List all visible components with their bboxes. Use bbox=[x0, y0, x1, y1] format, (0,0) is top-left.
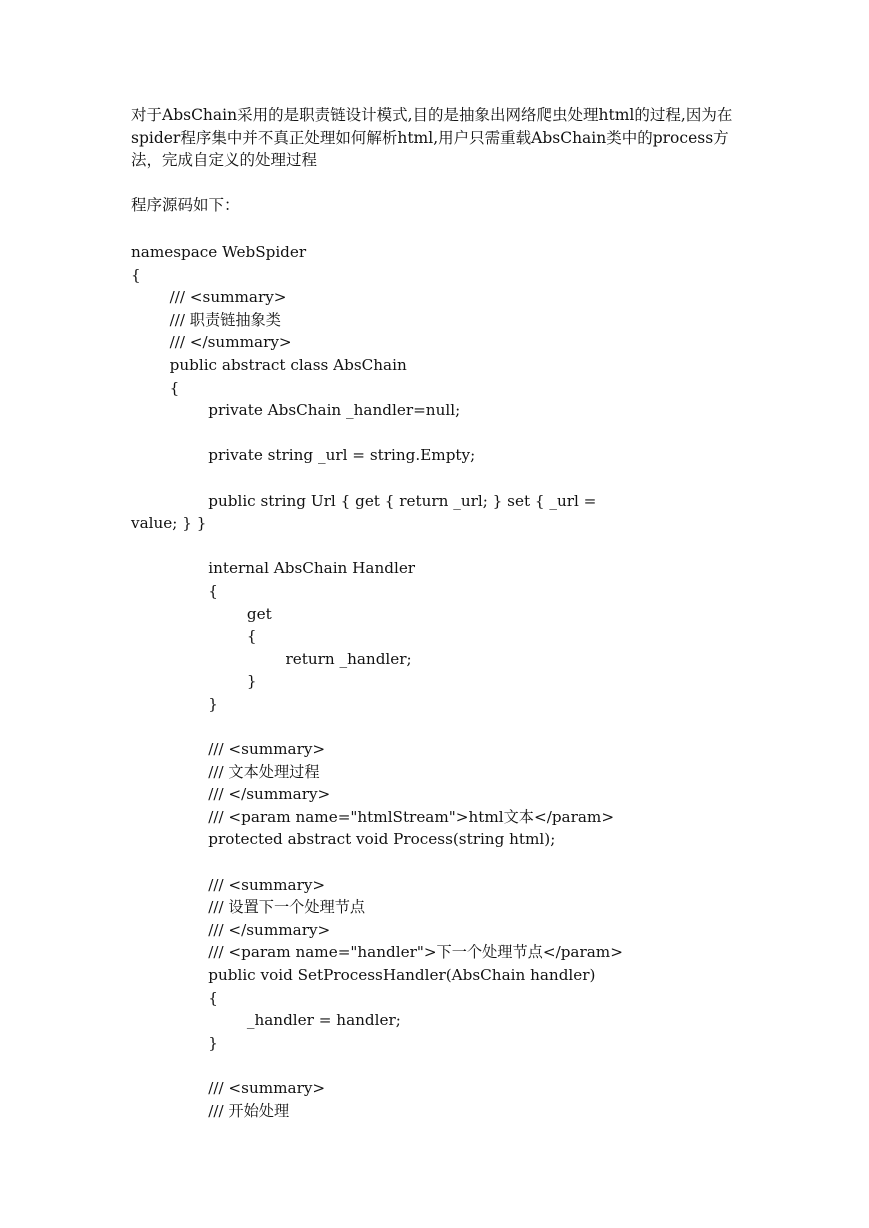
code-line: } bbox=[131, 672, 257, 691]
source-heading: 程序源码如下： bbox=[131, 195, 240, 214]
code-line: get bbox=[131, 604, 272, 623]
code-line: private string _url = string.Empty; bbox=[131, 446, 476, 465]
code-line: /// <summary> bbox=[131, 875, 326, 894]
code-line: /// <summary> bbox=[131, 288, 287, 307]
code-line: value; } } bbox=[131, 514, 207, 533]
code-line: /// <summary> bbox=[131, 740, 326, 759]
code-line bbox=[131, 422, 741, 445]
code-line: /// </summary> bbox=[131, 920, 331, 939]
code-line: } bbox=[131, 1033, 218, 1052]
code-line: /// 文本处理过程 bbox=[131, 762, 320, 781]
code-line: _handler = handler; bbox=[131, 1011, 401, 1030]
code-line bbox=[131, 851, 741, 874]
code-line: /// 职责链抽象类 bbox=[131, 310, 281, 329]
code-line: { bbox=[131, 581, 218, 600]
code-line: private AbsChain _handler=null; bbox=[131, 401, 461, 420]
code-line: /// </summary> bbox=[131, 333, 292, 352]
code-line: } bbox=[131, 694, 218, 713]
code-line: /// </summary> bbox=[131, 785, 331, 804]
code-line: namespace WebSpider bbox=[131, 243, 307, 261]
code-line bbox=[131, 535, 741, 558]
code-line: internal AbsChain Handler bbox=[131, 559, 416, 578]
code-line: /// <summary> bbox=[131, 1078, 326, 1097]
code-line: public void SetProcessHandler(AbsChain handler) bbox=[131, 966, 596, 984]
document-content bbox=[131, 104, 741, 1122]
code-line: { bbox=[131, 378, 180, 397]
code-line: { bbox=[131, 988, 218, 1007]
code-line bbox=[131, 467, 741, 490]
code-line: /// <param name="handler">下一个处理节点</param> bbox=[131, 943, 623, 962]
code-line: /// 开始处理 bbox=[131, 1101, 290, 1120]
code-line: public abstract class AbsChain bbox=[131, 355, 407, 374]
code-line bbox=[131, 1054, 741, 1077]
code-line bbox=[131, 715, 741, 738]
code-line: /// 设置下一个处理节点 bbox=[131, 898, 366, 917]
intro-paragraph: 对于AbsChain采用的是职责链设计模式,目的是抽象出网络爬虫处理html的过程,因为在spider程序集中并不真正处理如何解析html,用户只需重载AbsChain类中的process方法，完成自定义的处理过程 bbox=[131, 106, 733, 169]
code-line: protected abstract void Process(string html); bbox=[131, 830, 556, 849]
code-line: /// <param name="htmlStream">html文本</param> bbox=[131, 807, 615, 826]
code-line: public string Url { get { return _url; } set { _url = bbox=[131, 491, 597, 510]
code-block bbox=[131, 241, 741, 1122]
code-line: { bbox=[131, 265, 141, 284]
code-line: return _handler; bbox=[131, 649, 412, 668]
code-line: { bbox=[131, 627, 257, 646]
